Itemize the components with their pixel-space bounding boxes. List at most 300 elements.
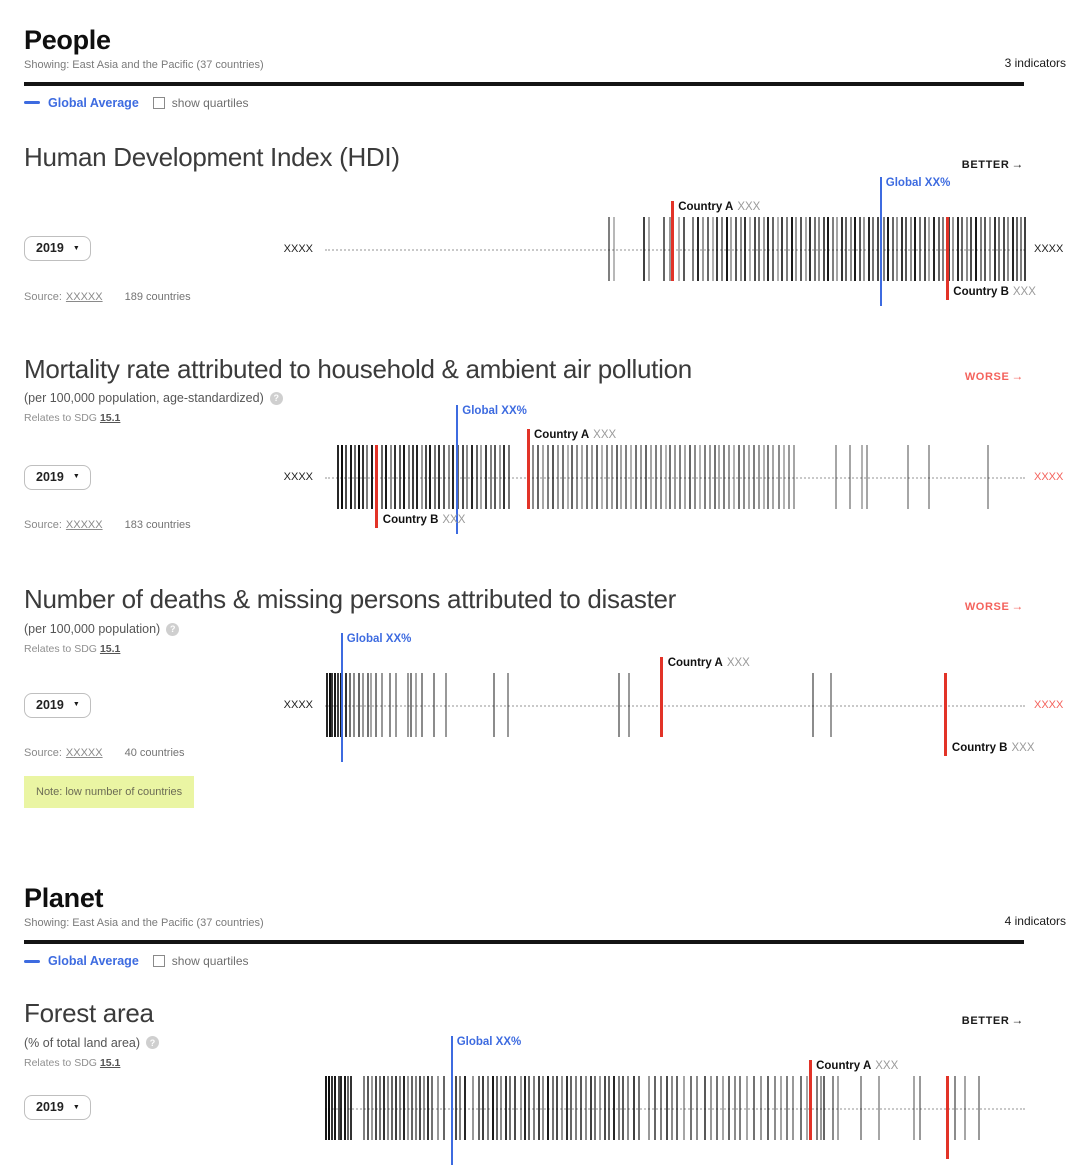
global-average-marker [880, 177, 882, 306]
strip-bar [758, 445, 760, 509]
strip-bar [709, 445, 711, 509]
strip-bar [345, 673, 347, 737]
country-a-label [534, 429, 616, 442]
legend [24, 93, 1066, 113]
year-value: 2019 [36, 697, 64, 712]
global-average-line-icon [24, 960, 40, 963]
strip-bar [1003, 217, 1005, 281]
strip-bar [716, 217, 718, 281]
strip-bar [643, 217, 645, 281]
strip-bar [830, 673, 832, 737]
source-label: Source: [24, 290, 62, 303]
strip-bar [395, 673, 397, 737]
strip-bar [433, 673, 435, 737]
direction-label: WORSE → [964, 599, 1024, 614]
strip-bar [645, 445, 647, 509]
year-dropdown[interactable] [24, 236, 91, 261]
strip-bar [957, 217, 959, 281]
strip-bar [887, 217, 889, 281]
strip-bar [648, 217, 650, 281]
strip-bar [699, 445, 701, 509]
country-a-label [668, 657, 750, 670]
strip-bar [987, 445, 989, 509]
strip-bar [596, 445, 598, 509]
strip-bar [480, 445, 482, 509]
strip-bar [329, 673, 331, 737]
strip-bar [694, 445, 696, 509]
strip-bar [702, 217, 704, 281]
chart-title: Human Development Index (HDI) [24, 141, 400, 172]
strip-bar [660, 445, 662, 509]
direction-label: WORSE → [964, 368, 1024, 383]
strip-bar [714, 445, 716, 509]
section-title: People [24, 25, 111, 55]
source-link[interactable]: XXXXX [65, 747, 103, 760]
chevron-down-icon: ▼ [72, 1103, 80, 1111]
chart-subtitle: (% of total land area) [24, 1035, 141, 1050]
strip-bar [616, 445, 618, 509]
country-a-name: Country A [678, 200, 734, 213]
strip-bar [1020, 217, 1022, 281]
strip-bar [625, 445, 627, 509]
strip-bar [791, 217, 793, 281]
strip-bar [854, 217, 856, 281]
strip-bar [674, 445, 676, 509]
strip-bar [952, 217, 954, 281]
strip-bar [980, 217, 982, 281]
strip-bar [748, 445, 750, 509]
chart-hdi [24, 143, 1066, 305]
strip-bar [476, 445, 478, 509]
strip-bar [1007, 217, 1009, 281]
strip-bar [704, 445, 706, 509]
strip-bar [375, 673, 377, 737]
strip-bar [961, 217, 963, 281]
axis-max-label: XXXX [1034, 699, 1064, 712]
show-quartiles-checkbox[interactable] [153, 955, 165, 967]
strip-bar [490, 445, 492, 509]
strip-bar [371, 445, 373, 509]
strip-bar [613, 217, 615, 281]
chevron-down-icon: ▼ [72, 701, 80, 709]
arrow-right-icon: → [1011, 368, 1024, 383]
strip-bar [358, 673, 360, 737]
help-icon[interactable]: ? [270, 392, 283, 405]
chart-subtitle: (per 100,000 population, age-standardized) [24, 391, 264, 406]
strip-bar [910, 217, 912, 281]
source-row [24, 519, 1066, 533]
strip-bar [772, 445, 774, 509]
strip-bar [552, 445, 554, 509]
strip-bar [721, 217, 723, 281]
strip-bar [905, 217, 907, 281]
strip-bar [832, 217, 834, 281]
strip-bar [493, 673, 495, 737]
strip-bar [684, 445, 686, 509]
country-a-value: XXX [726, 657, 750, 670]
strip-bar [571, 445, 573, 509]
strip-bar [818, 217, 820, 281]
strip-bar [452, 445, 454, 509]
strip-bar [733, 445, 735, 509]
strip-bar [421, 445, 423, 509]
strip-bar [726, 217, 728, 281]
axis-max-label: XXXX [1034, 471, 1064, 484]
strip-bar [337, 673, 339, 737]
relates-label: Relates to SDG [24, 1056, 97, 1069]
strip-bar [410, 673, 412, 737]
strip-bar [924, 217, 926, 281]
country-a-value: XXX [593, 429, 617, 442]
indicators-count: 3 indicators [1004, 55, 1066, 70]
strip-bar [394, 445, 396, 509]
strip-bar [786, 217, 788, 281]
axis-min-label: XXXX [283, 699, 313, 712]
strip-bar [640, 445, 642, 509]
global-average-marker [451, 1036, 453, 1165]
country-a-name: Country A [667, 657, 723, 670]
year-dropdown[interactable] [24, 465, 91, 490]
strip-bar [689, 445, 691, 509]
country-b-label [953, 286, 1036, 299]
chart-title: Mortality rate attributed to household & ambient air pollution [24, 353, 692, 384]
chevron-down-icon: ▼ [72, 244, 80, 252]
strip-bar [753, 445, 755, 509]
sdg-link[interactable]: 15.1 [99, 643, 121, 656]
strip-bar [611, 445, 613, 509]
strip-bar [665, 445, 667, 509]
indicators-count: 4 indicators [1004, 914, 1066, 929]
strip-bar [994, 217, 996, 281]
strip-bar [970, 217, 972, 281]
strip-bar [415, 673, 417, 737]
countries-count: 189 countries [124, 290, 191, 303]
strip-bar [861, 445, 863, 509]
strip-bar [508, 445, 510, 509]
axis-min-label: XXXX [283, 242, 313, 255]
strip-bar [403, 445, 405, 509]
section-planet [24, 884, 1066, 971]
strip-bar [349, 673, 351, 737]
country-b-value: XXX [442, 514, 466, 527]
strip-bar [812, 673, 814, 737]
strip-bar [938, 217, 940, 281]
arrow-right-icon: → [1011, 1013, 1024, 1028]
strip-bar [914, 217, 916, 281]
strip-bar [367, 673, 369, 737]
axis-min-label: XXXX [283, 471, 313, 484]
strip-bar [542, 445, 544, 509]
direction-label: BETTER → [961, 1013, 1024, 1028]
strip-bar [350, 445, 352, 509]
country-b-marker [946, 1076, 949, 1159]
strip-bar [537, 445, 539, 509]
strip-bar [778, 445, 780, 509]
strip-bar [429, 445, 431, 509]
source-row [24, 291, 1066, 305]
country-a-value: XXX [875, 1059, 899, 1072]
strip-bar [763, 445, 765, 509]
strip-bar [663, 217, 665, 281]
strip-bar [901, 217, 903, 281]
country-b-label [383, 514, 466, 527]
strip-bar [353, 673, 355, 737]
strip-bar [805, 217, 807, 281]
strip-bar [462, 445, 464, 509]
strip-bar [443, 445, 445, 509]
section-divider [24, 82, 1024, 86]
strip-bar [788, 445, 790, 509]
relates-label: Relates to SDG [24, 412, 97, 425]
strip-bar [381, 445, 383, 509]
strip-bar [485, 445, 487, 509]
strip-bar [795, 217, 797, 281]
strip-bar [334, 673, 336, 737]
strip-bar [606, 445, 608, 509]
strip-bar [763, 217, 765, 281]
strip-bar [408, 445, 410, 509]
year-value: 2019 [36, 469, 64, 484]
strip-bar [754, 217, 756, 281]
strip-bar [381, 673, 383, 737]
strip-bar [678, 217, 680, 281]
strip-bar [975, 217, 977, 281]
year-dropdown[interactable] [24, 1095, 91, 1120]
chart-forest-area [24, 999, 1066, 1140]
strip-bar [389, 673, 391, 737]
strip-bar [337, 445, 339, 509]
strip-bar [697, 217, 699, 281]
country-a-marker [809, 1060, 812, 1140]
strip-bar [781, 217, 783, 281]
strip-bar [744, 217, 746, 281]
strip-bar [827, 217, 829, 281]
strip-bar [390, 445, 392, 509]
country-a-marker [527, 429, 530, 509]
country-a-marker [660, 657, 663, 737]
section-divider [24, 940, 1024, 944]
global-average-line-icon [24, 101, 40, 104]
strip-bar [331, 673, 333, 737]
strip-bar [845, 217, 847, 281]
strip-bar [872, 217, 874, 281]
country-b-marker [944, 673, 947, 756]
show-quartiles-label: show quartiles [171, 95, 249, 110]
strip-bar [743, 445, 745, 509]
strip-bar [669, 445, 671, 509]
strip-bar [942, 217, 944, 281]
strip-bar [1016, 217, 1018, 281]
show-quartiles-label: show quartiles [171, 954, 249, 969]
country-a-value: XXX [737, 200, 761, 213]
strip-bar [850, 217, 852, 281]
section-people [24, 26, 1066, 113]
strip-bar [896, 217, 898, 281]
strip-bar [370, 673, 372, 737]
source-label: Source: [24, 747, 62, 760]
chart-title: Number of deaths & missing persons attributed to disaster [24, 584, 677, 615]
axis-max-label: XXXX [1034, 242, 1064, 255]
strip-bar [868, 217, 870, 281]
section-title: Planet [24, 883, 104, 914]
country-a-label [678, 201, 760, 214]
year-dropdown[interactable] [24, 693, 91, 718]
strip-bar [385, 445, 387, 509]
country-b-name: Country B [953, 285, 1009, 298]
arrow-right-icon: → [1011, 156, 1024, 171]
year-value: 2019 [36, 241, 64, 256]
strip-bar [655, 445, 657, 509]
direction-label: BETTER → [961, 156, 1024, 171]
show-quartiles-checkbox[interactable] [153, 97, 165, 109]
strip-bar [849, 445, 851, 509]
low-countries-note: Note: low number of countries [24, 776, 194, 808]
country-a-marker [671, 201, 674, 281]
strip-bar [445, 673, 447, 737]
arrow-right-icon: → [1011, 599, 1024, 614]
legend-global-average-label: Global Average [48, 954, 139, 969]
strip-bar [503, 445, 505, 509]
strip-bar [823, 217, 825, 281]
global-average-label: Global XX% [456, 1035, 522, 1048]
strip-bar [998, 217, 1000, 281]
strip-bar [507, 673, 509, 737]
strip-bar [466, 445, 468, 509]
strip-plot [325, 633, 1035, 755]
strip-bar [738, 445, 740, 509]
strip-bar [345, 445, 347, 509]
strip-bar [728, 445, 730, 509]
strip-bar [412, 445, 414, 509]
legend-global-average-label: Global Average [48, 95, 139, 110]
strip-bar [608, 217, 610, 281]
strip-bar [692, 217, 694, 281]
strip-bar [814, 217, 816, 281]
strip-bar [735, 217, 737, 281]
strip-bar [362, 445, 364, 509]
strip-bar [919, 217, 921, 281]
strip-bar [835, 445, 837, 509]
strip-bar [859, 217, 861, 281]
country-b-value: XXX [1011, 742, 1035, 755]
countries-count: 40 countries [124, 747, 185, 760]
strip-bar [783, 445, 785, 509]
strip-bar [434, 445, 436, 509]
strip-bar [928, 445, 930, 509]
section-showing: Showing: East Asia and the Pacific (37 countries) [24, 917, 264, 930]
strip-bar [740, 217, 742, 281]
global-average-label: Global XX% [346, 633, 412, 646]
countries-count: 183 countries [124, 519, 191, 532]
strip-bar [1024, 217, 1026, 281]
sdg-link[interactable]: 15.1 [99, 412, 121, 425]
strip-bar [421, 673, 423, 737]
strip-bar [532, 445, 534, 509]
strip-bar [758, 217, 760, 281]
source-link[interactable]: XXXXX [65, 519, 103, 532]
strip-bar [399, 445, 401, 509]
strip-bar [723, 445, 725, 509]
strip-bar [416, 445, 418, 509]
strip-bar [718, 445, 720, 509]
legend [24, 951, 1066, 971]
global-average-label: Global XX% [462, 405, 527, 418]
strip-bar [438, 445, 440, 509]
strip-bar [366, 445, 368, 509]
strip-bar [494, 445, 496, 509]
country-a-name: Country A [816, 1059, 872, 1072]
country-b-label [952, 742, 1035, 755]
strip-bar [928, 217, 930, 281]
strip-bar [628, 673, 630, 737]
chart-mortality-air-pollution [24, 355, 1066, 534]
strip-bar [749, 217, 751, 281]
strip-bar [567, 445, 569, 509]
country-a-label [816, 1060, 898, 1073]
strip-bar [836, 217, 838, 281]
help-icon[interactable]: ? [146, 1036, 159, 1049]
strip-bar [326, 673, 328, 737]
strip-bar [907, 445, 909, 509]
section-showing: Showing: East Asia and the Pacific (37 countries) [24, 58, 264, 71]
strip-bar [767, 445, 769, 509]
strip-bar [679, 445, 681, 509]
strip-bar [601, 445, 603, 509]
global-average-label: Global XX% [885, 176, 951, 189]
global-average-marker [341, 633, 343, 762]
strip-bar [772, 217, 774, 281]
strip-bar [1012, 217, 1014, 281]
strip-bar [557, 445, 559, 509]
strip-bar [793, 445, 795, 509]
strip-plot [325, 405, 1025, 527]
strip-bar [809, 217, 811, 281]
strip-bar [591, 445, 593, 509]
strip-bar [883, 217, 885, 281]
strip-bar [586, 445, 588, 509]
strip-bar [933, 217, 935, 281]
strip-bar [707, 217, 709, 281]
source-link[interactable]: XXXXX [65, 290, 103, 303]
strip-bar [576, 445, 578, 509]
country-b-marker [375, 445, 378, 528]
relates-label: Relates to SDG [24, 643, 97, 656]
help-icon[interactable]: ? [166, 623, 179, 636]
country-b-name: Country B [951, 742, 1008, 755]
strip-bar [581, 445, 583, 509]
strip-bar [547, 445, 549, 509]
strip-bar [777, 217, 779, 281]
sdg-link[interactable]: 15.1 [99, 1056, 121, 1069]
strip-bar [630, 445, 632, 509]
strip-bar [730, 217, 732, 281]
chart-title: Forest area [24, 998, 154, 1029]
strip-bar [362, 673, 364, 737]
strip-bar [650, 445, 652, 509]
country-b-marker [946, 217, 949, 300]
strip-bar [341, 445, 343, 509]
strip-bar [499, 445, 501, 509]
strip-bar [635, 445, 637, 509]
country-a-name: Country A [534, 429, 590, 442]
strip-plot [325, 176, 1036, 298]
strip-bar [471, 445, 473, 509]
strip-bar [618, 673, 620, 737]
strip-bar [984, 217, 986, 281]
strip-bar [562, 445, 564, 509]
source-row [24, 747, 1066, 761]
strip-bar [425, 445, 427, 509]
